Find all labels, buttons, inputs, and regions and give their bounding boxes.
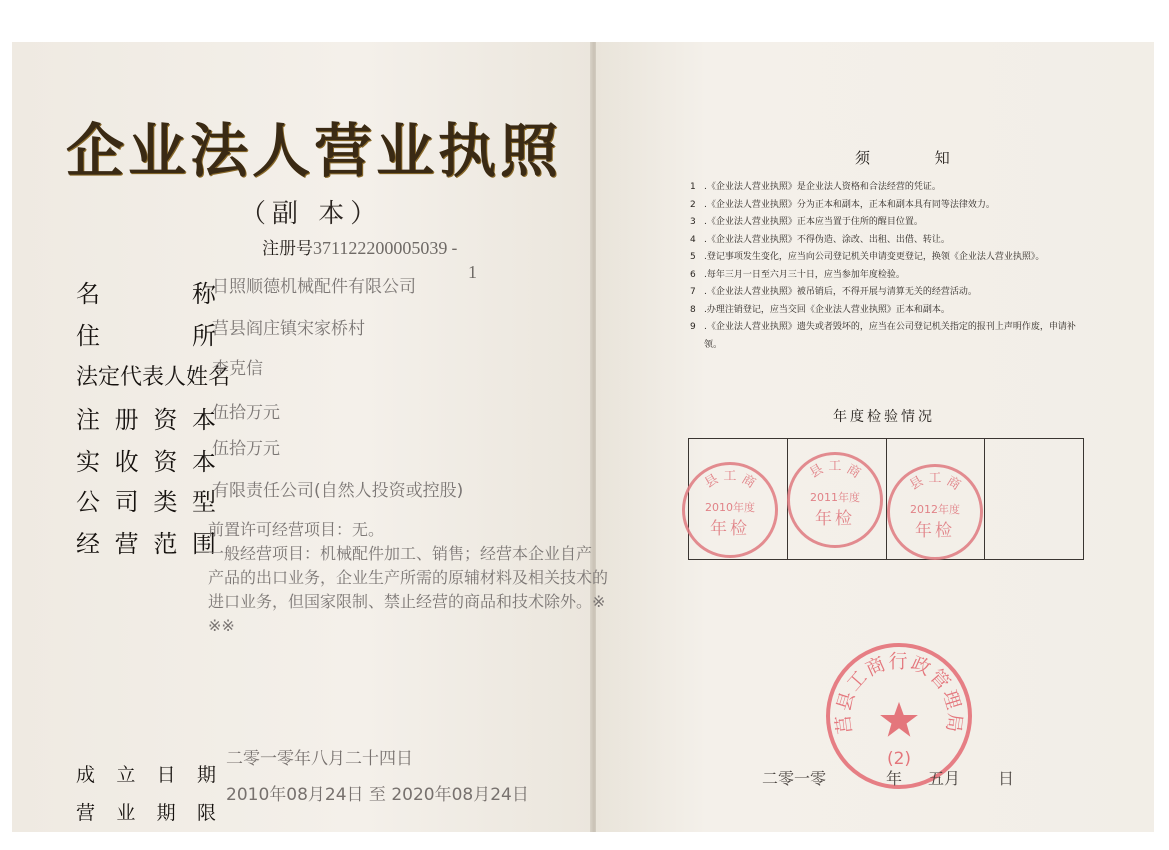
annual-stamp-2010 (682, 462, 778, 558)
field-label-paid-capital: 实 收 资 本 (76, 448, 216, 476)
notice-item: 7 .《企业法人营业执照》被吊销后，不得开展与清算无关的经营活动。 (690, 287, 977, 297)
svg-text:莒县工商行政管理局: 莒县工商行政管理局 (832, 650, 966, 736)
field-label-legal-rep: 法定代表人姓名 (76, 365, 231, 390)
annual-stamp-2011 (787, 452, 883, 548)
field-label-address: 住 所 (76, 322, 216, 350)
svg-text:县 工 商: 县 工 商 (702, 469, 758, 492)
established-date-value: 二零一零年八月二十四日 (226, 749, 413, 769)
notice-item: 9 .《企业法人营业执照》遗失或者毁坏的，应当在公司登记机关指定的报刊上声明作废，申请补领。 (690, 322, 1076, 350)
field-label-name: 名 称 (76, 280, 216, 308)
registration-suffix: 1 (468, 262, 477, 282)
field-label-company-type: 公 司 类 型 (76, 488, 216, 516)
stamp-year: 2011年度 (810, 491, 860, 504)
license-title: 企业法人营业执照 (66, 117, 563, 185)
registration-dash: - (451, 239, 458, 259)
business-term-label: 营 业 期 限 (76, 802, 216, 824)
scope-line: ※※ (208, 616, 235, 635)
field-value-legal-rep: 李克信 (212, 359, 263, 379)
notice-item: 8 .办理注销登记，应当交回《企业法人营业执照》正本和副本。 (690, 304, 950, 315)
field-value-name: 日照顺德机械配件有限公司 (212, 277, 416, 297)
field-label-registered-capital: 注 册 资 本 (76, 406, 216, 434)
field-label-business-scope: 经 营 范 围 (76, 530, 216, 558)
notice-item: 3 .《企业法人营业执照》正本应当置于住所的醒目位置。 (690, 217, 923, 227)
notice-item: 4 .《企业法人营业执照》不得伪造、涂改、出租、出借、转让。 (690, 234, 950, 245)
scope-line: 前置许可经营项目：无。 (208, 520, 385, 539)
notice-item: 5 .登记事项发生变化，应当向公司登记机关申请变更登记，换领《企业法人营业执照》。 (690, 252, 1045, 262)
stamp-year: 2010年度 (705, 501, 755, 514)
field-value-company-type: 有限责任公司(自然人投资或控股) (212, 481, 464, 501)
registration-number-row (262, 234, 457, 259)
registration-label: 注册号 (262, 239, 313, 259)
issue-day-unit: 日 (998, 769, 1015, 788)
notice-item: 6 .每年三月一日至六月三十日，应当参加年度检验。 (690, 269, 905, 280)
scope-line: 一般经营项目：机械配件加工、销售；经营本企业自产 (208, 544, 593, 563)
stamp-check: 年检 (815, 509, 855, 529)
copy-subtitle: （副 本） (240, 199, 383, 229)
issue-year-unit: 年 (886, 769, 903, 788)
svg-text:县 工 商: 县 工 商 (907, 471, 963, 494)
notice-item: 2 .《企业法人营业执照》分为正本和副本，正本和副本具有同等法律效力。 (690, 199, 995, 210)
field-value-paid-capital: 伍拾万元 (212, 439, 280, 459)
scope-line: 产品的出口业务，企业生产所需的原辅材料及相关技术的 (208, 568, 609, 587)
field-value-address: 莒县阎庄镇宋家桥村 (212, 319, 365, 339)
svg-text:县 工 商: 县 工 商 (807, 459, 863, 482)
svg-text:(2): (2) (886, 749, 912, 770)
field-value-registered-capital: 伍拾万元 (212, 403, 280, 423)
registration-number: 371122200005039 (313, 238, 448, 258)
notice-item: 1 .《企业法人营业执照》是企业法人资格和合法经营的凭证。 (690, 182, 941, 192)
business-scope-text (208, 518, 618, 638)
annual-inspection-title: 年度检验情况 (833, 409, 935, 425)
inspection-cell (985, 439, 1083, 559)
issue-year: 二零一零 (762, 769, 827, 788)
issue-month: 五月 (928, 769, 961, 788)
stamp-check: 年检 (915, 521, 955, 541)
star-icon (880, 702, 918, 737)
notice-list (690, 179, 1090, 354)
stamp-year: 2012年度 (910, 503, 960, 516)
established-date-label: 成 立 日 期 (76, 764, 216, 786)
notice-title: 须 知 (855, 149, 980, 167)
stamp-check: 年检 (710, 519, 750, 539)
annual-stamp-2012 (887, 464, 983, 560)
scope-line: 进口业务，但国家限制、禁止经营的商品和技术除外。※ (208, 592, 606, 611)
business-term-value: 2010年08月24日 至 2020年08月24日 (226, 785, 529, 805)
